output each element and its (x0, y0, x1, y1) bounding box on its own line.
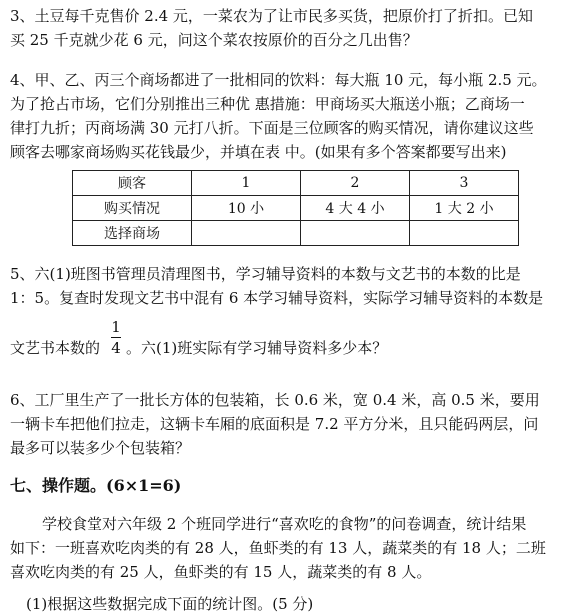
table-row-label: 购买情况 (73, 196, 192, 221)
q4-line-3: 律打九折；丙商场满 30 元打八折。下面是三位顾客的购买情况，请你建议这些 (10, 119, 534, 137)
fraction-numerator: 1 (111, 318, 121, 336)
section-7-paragraph-1: 学校食堂对六年级 2 个班同学进行“喜欢吃的食物”的问卷调查，统计结果 (42, 515, 527, 533)
q6-line-2: 一辆卡车把他们拉走，这辆卡车厢的底面积是 7.2 平方分米，且只能码两层，问 (10, 415, 539, 433)
section-7-title: 七、操作题。(6×1=6) (10, 476, 182, 495)
q5-line-2: 1：5。复查时发现文艺书中混有 6 本学习辅导资料，实际学习辅导资料的本数是 (10, 289, 544, 307)
q5-line-1: 5、六(1)班图书管理员清理图书，学习辅导资料的本数与文艺书的本数的比是 (10, 265, 521, 283)
q6-line-1: 6、工厂里生产了一批长方体的包装箱，长 0.6 米，宽 0.4 米，高 0.5 米，要用 (10, 391, 540, 409)
section-7-paragraph-3: 喜欢吃肉类的有 25 人，鱼虾类的有 15 人，蔬菜类的有 8 人。 (10, 563, 432, 581)
table-cell: 2 (301, 171, 410, 196)
q4-line-2: 为了抢占市场，它们分别推出三种优 惠措施：甲商场买大瓶送小瓶；乙商场一 (10, 95, 525, 113)
table-cell: 1 大 2 小 (410, 196, 519, 221)
section-7-subquestion-1: (1)根据这些数据完成下面的统计图。(5 分) (26, 595, 314, 613)
q5-line-3a: 文艺书本数的 (10, 339, 101, 357)
table-row (73, 196, 519, 221)
q6-line-3: 最多可以装多少个包装箱？ (10, 439, 191, 457)
table-row-label: 顾客 (73, 171, 192, 196)
section-7-paragraph-2: 如下：一班喜欢吃肉类的有 28 人，鱼虾类的有 13 人，蔬菜类的有 18 人；二班 (10, 539, 546, 557)
shopping-table (72, 170, 519, 246)
table-row (73, 171, 519, 196)
table-cell: 1 (192, 171, 301, 196)
answer-cell[interactable] (192, 221, 301, 246)
q5-line-3b: 。六(1)班实际有学习辅导资料多少本？ (126, 339, 388, 357)
fraction-bar (111, 337, 121, 338)
table-row (73, 221, 519, 246)
table-cell: 3 (410, 171, 519, 196)
q3-line-2: 买 25 千克就少花 6 元，问这个菜农按原价的百分之几出售？ (10, 31, 418, 49)
answer-cell[interactable] (410, 221, 519, 246)
table-row-label: 选择商场 (73, 221, 192, 246)
q4-line-1: 4、甲、乙、丙三个商场都进了一批相同的饮料：每大瓶 10 元，每小瓶 2.5 元。 (10, 71, 547, 89)
fraction-denominator: 4 (111, 339, 121, 357)
q4-line-4: 顾客去哪家商场购买花钱最少，并填在表 中。(如果有多个答案都要写出来) (10, 143, 507, 161)
q3-line-1: 3、土豆每千克售价 2.4 元，一菜农为了让市民多买货，把原价打了折扣。已知 (10, 7, 533, 25)
fraction-one-quarter (111, 318, 121, 357)
answer-cell[interactable] (301, 221, 410, 246)
table-cell: 4 大 4 小 (301, 196, 410, 221)
table-cell: 10 小 (192, 196, 301, 221)
